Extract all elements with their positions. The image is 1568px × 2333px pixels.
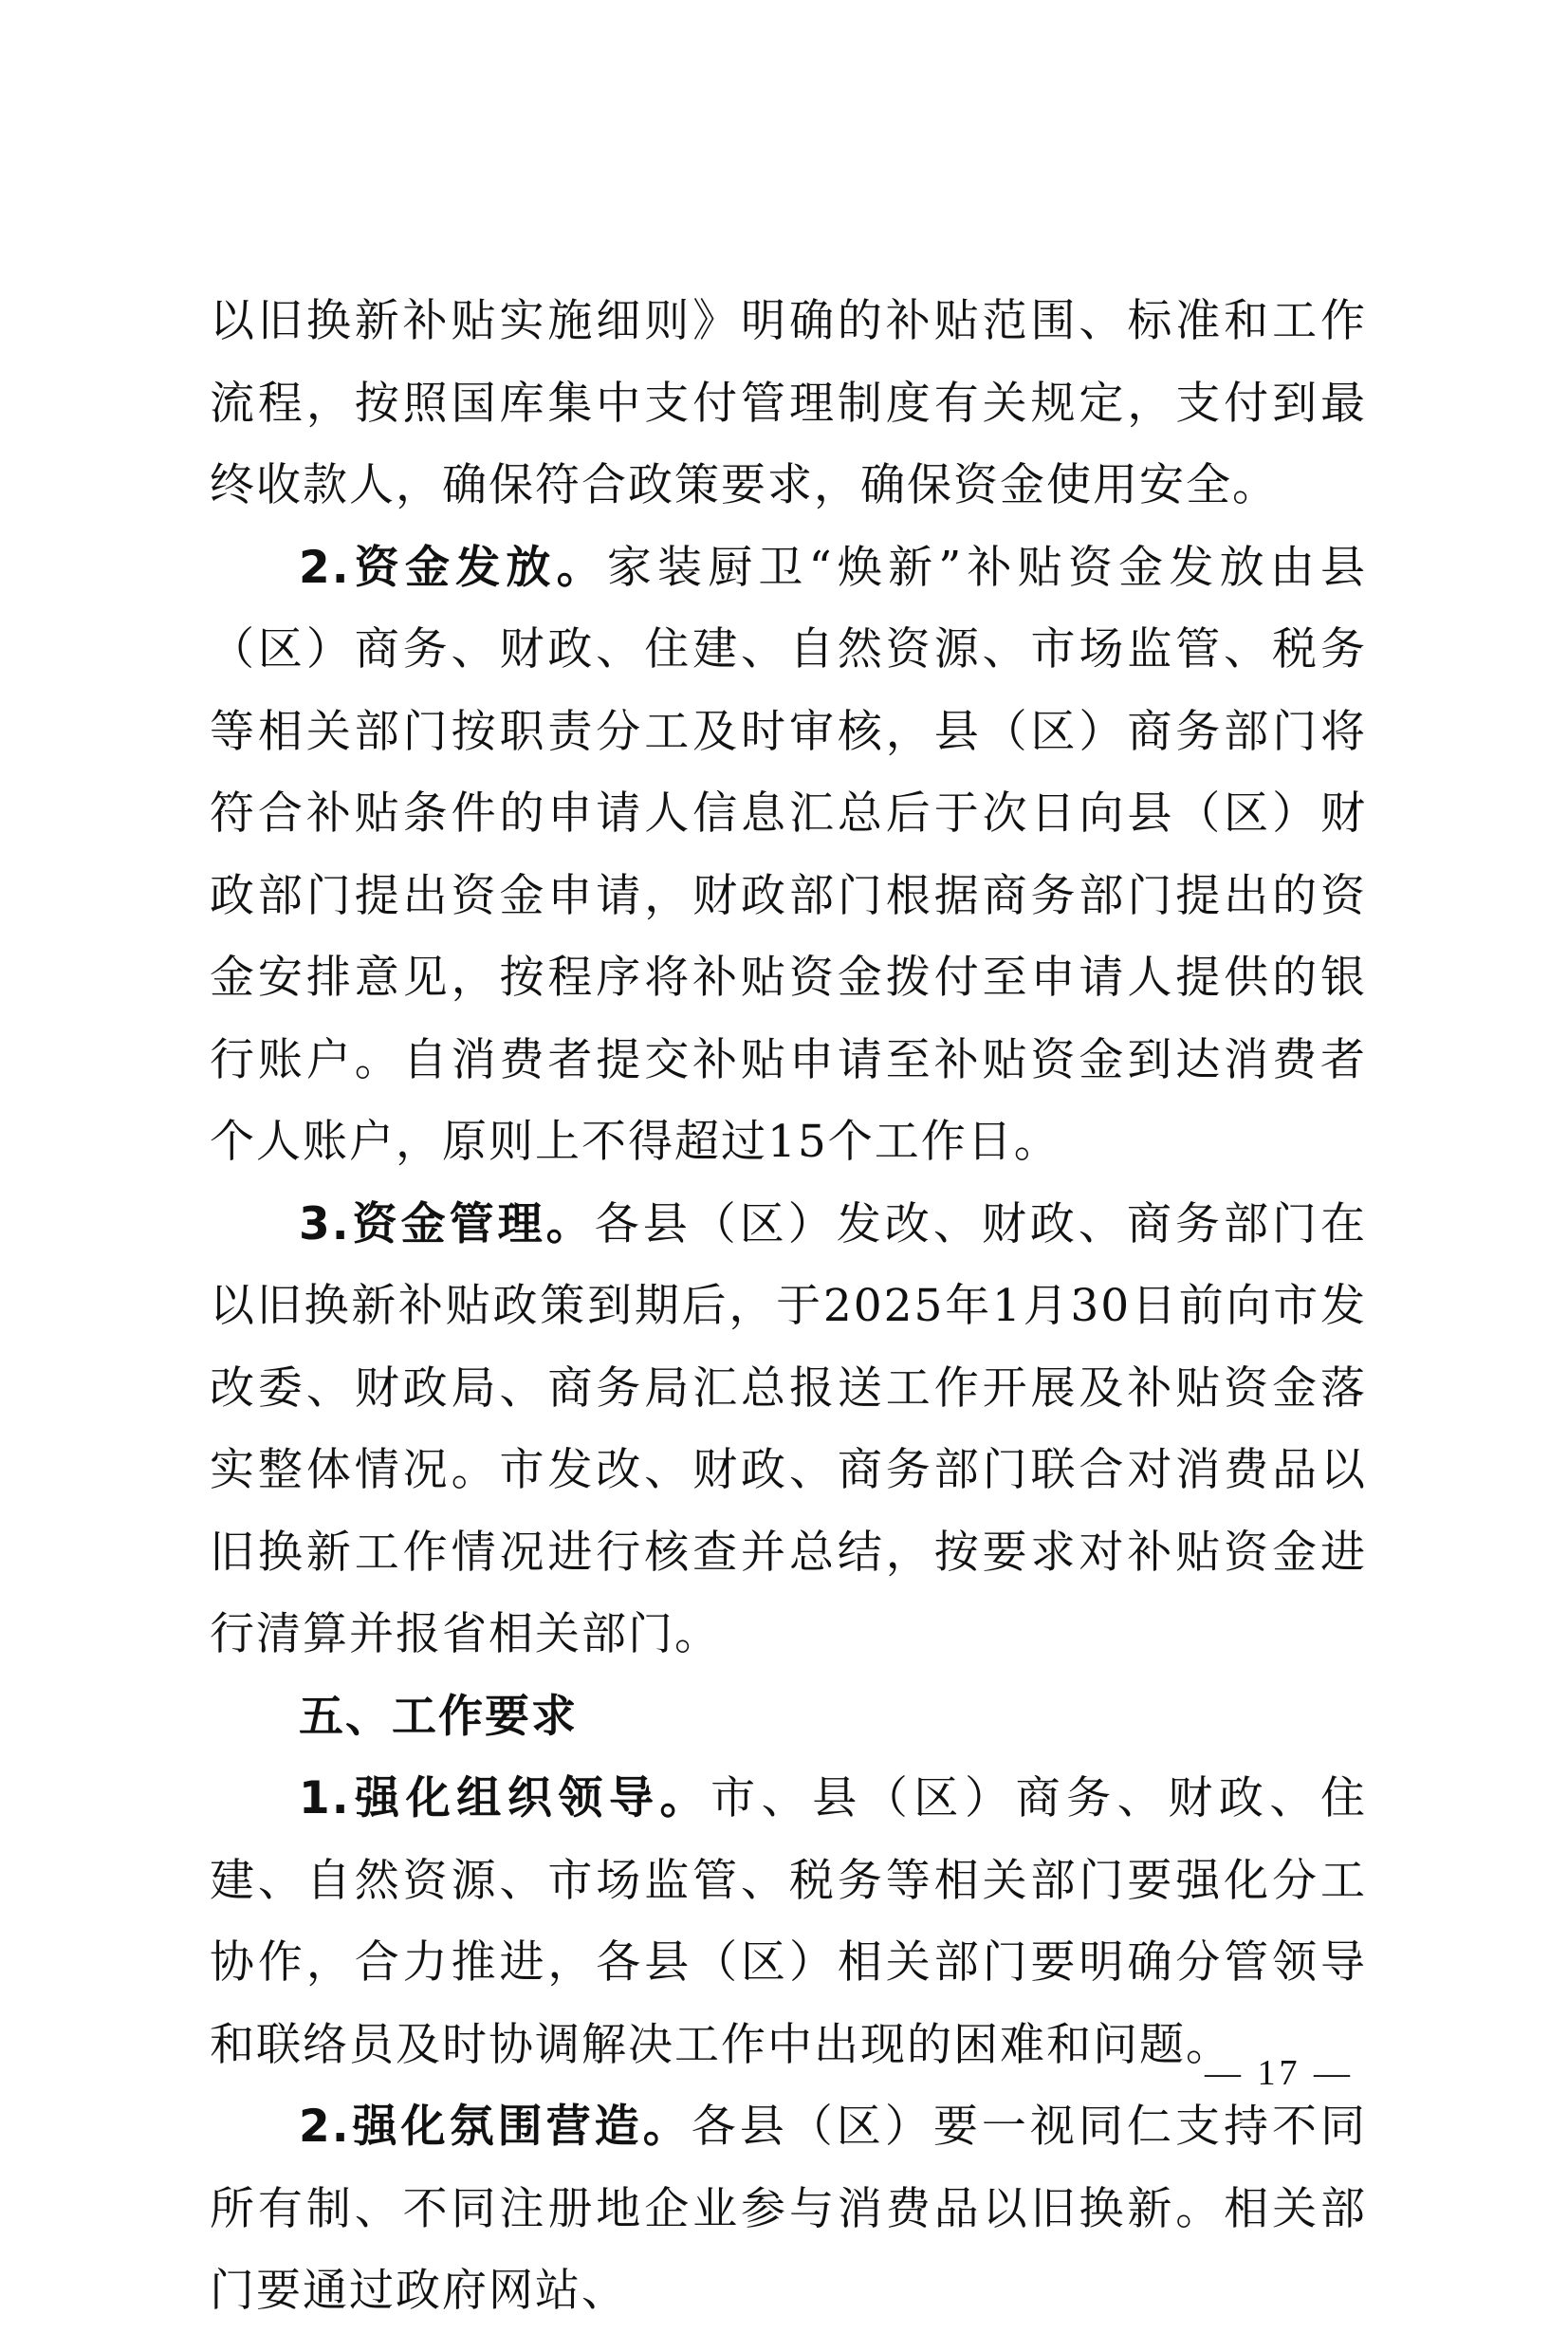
funds-management-lead: 3.资金管理。 [299,1197,595,1250]
atmosphere-creation-lead: 2.强化氛围营造。 [299,2101,692,2153]
document-body [210,281,1367,2333]
funds-management-body: 各县（区）发改、财政、商务部门在以旧换新补贴政策到期后，于2025年1月30日前向市发改委、财政局、商务局汇总报送工作开展及补贴资金落实整体情况。市发改、财政、商务部门联合对消费品以旧换新工作情况进行核查并总结，按要求对补贴资金进行清算并报省相关部门。 [210,1197,1367,1660]
organization-leadership-body: 市、县（区）商务、财政、住建、自然资源、市场监管、税务等相关部门要强化分工协作，合力推进，各县（区）相关部门要明确分管领导和联络员及时协调解决工作中出现的困难和问题。 [210,1772,1368,2071]
funds-disbursement-body: 家装厨卫“焕新”补贴资金发放由县（区）商务、财政、住建、自然资源、市场监管、税务等相关部门按职责分工及时审核，县（区）商务部门将符合补贴条件的申请人信息汇总后于次日向县（区）财政部门提出资金申请，财政部门根据商务部门提出的资金安排意见，按程序将补贴资金拨付至申请人提供的银行账户。自消费者提交补贴申请至补贴资金到达消费者个人账户，原则上不得超过15个工作日。 [210,541,1367,1168]
work-requirements-heading: 五、工作要求 [299,1690,578,1743]
organization-leadership-paragraph [210,1758,1367,2086]
funds-management-paragraph [210,1184,1367,1676]
intro-paragraph: 以旧换新补贴实施细则》明确的补贴范围、标准和工作流程，按照国库集中支付管理制度有关规定，支付到最终收款人，确保符合政策要求，确保资金使用安全。 [210,295,1367,511]
atmosphere-creation-paragraph [210,2086,1367,2333]
organization-leadership-lead: 1.强化组织领导。 [299,1772,711,1824]
funds-disbursement-lead: 2.资金发放。 [299,541,607,594]
funds-disbursement-paragraph [210,528,1367,1184]
atmosphere-creation-body: 各县（区）要一视同仁支持不同所有制、不同注册地企业参与消费品以旧换新。相关部门要通过政府网站、 [210,2101,1368,2317]
page-number: — 17 — [1205,2053,1354,2093]
